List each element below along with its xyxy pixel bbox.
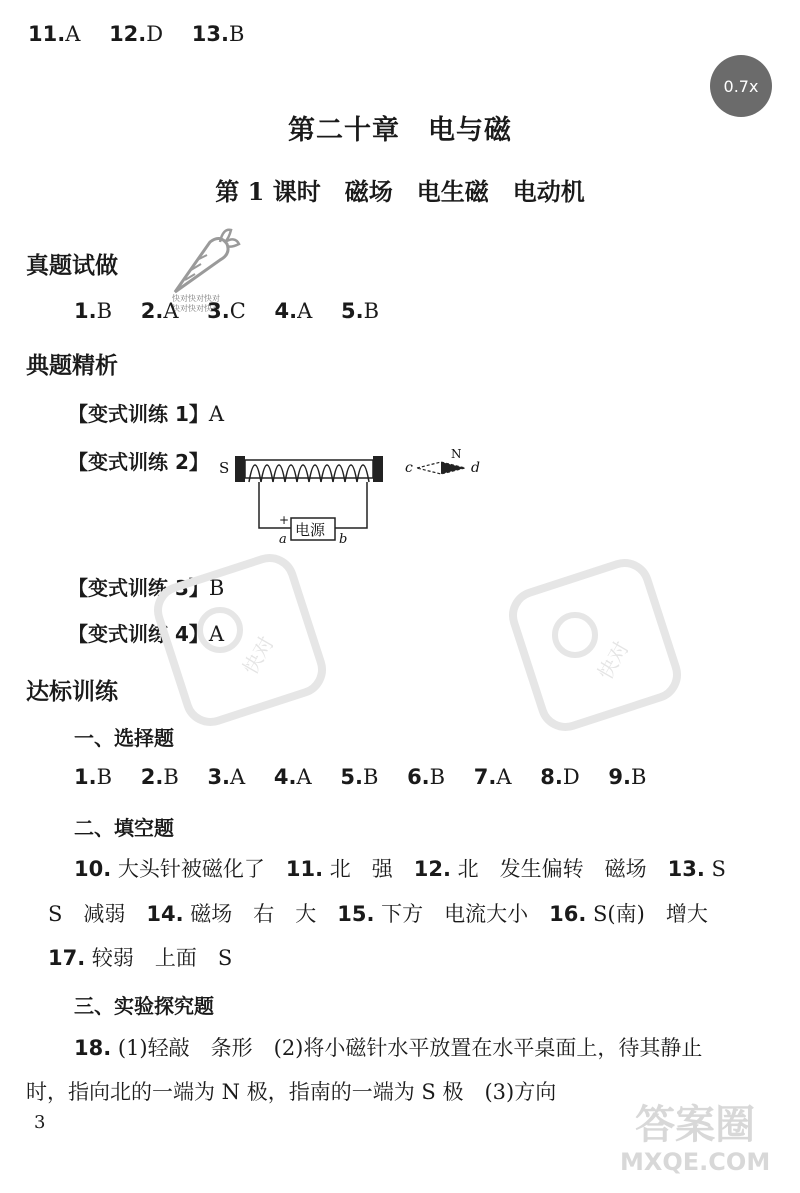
q-answer: 北 强 bbox=[323, 857, 414, 881]
variant-1 bbox=[68, 398, 224, 427]
answer-value: A bbox=[230, 765, 246, 789]
compass-label-d: d bbox=[471, 460, 480, 476]
q-number: 12. bbox=[413, 857, 451, 881]
choice-heading: 一、选择题 bbox=[74, 726, 174, 750]
answer-number: 9. bbox=[608, 765, 631, 789]
exp-line-1 bbox=[74, 1024, 702, 1072]
zhenti-answer-line bbox=[74, 299, 401, 323]
q-answer: S bbox=[704, 857, 726, 881]
compass-label-c: c bbox=[405, 460, 413, 476]
solenoid-diagram bbox=[215, 440, 505, 554]
answer-value: A bbox=[296, 765, 312, 789]
fill-heading: 二、填空题 bbox=[74, 816, 174, 840]
pole-label-s: S bbox=[219, 459, 230, 477]
q-answer: 较弱 上面 S bbox=[85, 946, 233, 970]
kuaidui-watermark-icon bbox=[150, 550, 330, 734]
answer-number: 5. bbox=[340, 299, 364, 323]
variant-label: 【变式训练 3】 bbox=[68, 576, 209, 600]
answer-number: 1. bbox=[74, 299, 97, 323]
section-heading-dianti: 典题精析 bbox=[26, 353, 118, 379]
answer-value: B bbox=[630, 765, 647, 789]
answer-value: A bbox=[163, 299, 179, 323]
watermark-text: 快对 bbox=[237, 632, 279, 679]
variant-answer: B bbox=[208, 576, 225, 600]
q-answer: 大头针被磁化了 bbox=[111, 857, 286, 881]
q-number: 15. bbox=[337, 902, 375, 926]
answer-number: 4. bbox=[274, 299, 298, 323]
watermark-logo-text: 答案圈 bbox=[635, 1102, 756, 1148]
answer-value: D bbox=[562, 765, 580, 789]
top-answer-line bbox=[28, 22, 266, 46]
answer-value: B bbox=[363, 299, 380, 323]
watermark-text: 快对 bbox=[592, 637, 634, 684]
answer-value: B bbox=[163, 765, 179, 789]
choice-answer-line bbox=[74, 765, 668, 789]
answer-number: 3. bbox=[207, 299, 230, 323]
fill-line-2 bbox=[48, 890, 708, 938]
terminal-b: b bbox=[339, 532, 348, 547]
answer-value: B bbox=[96, 765, 113, 789]
power-label: 电源 bbox=[295, 521, 326, 539]
q-answer: (1)轻敲 条形 (2)将小磁针水平放置在水平桌面上，待其静止 bbox=[111, 1036, 703, 1060]
answer-value: A bbox=[496, 765, 512, 789]
q-answer: S(南) 增大 bbox=[586, 902, 708, 926]
answer-number: 1. bbox=[74, 765, 97, 789]
answer-number: 4. bbox=[273, 765, 297, 789]
exp-line-2 bbox=[26, 1068, 556, 1116]
variant-label: 【变式训练 2】 bbox=[68, 450, 209, 474]
speed-label: 0.7x bbox=[723, 76, 759, 96]
stamp-text-line: 快对快对快对 bbox=[172, 304, 220, 313]
q-answer: 磁场 右 大 bbox=[183, 902, 338, 926]
answer-value: B bbox=[96, 299, 113, 323]
corner-watermark bbox=[620, 1102, 770, 1176]
section-heading-dabiao: 达标训练 bbox=[26, 679, 118, 705]
wire-right bbox=[335, 482, 367, 528]
watermark-url: MXQE.COM bbox=[620, 1148, 771, 1176]
answer-value: A bbox=[65, 22, 81, 46]
variant-answer: A bbox=[208, 402, 225, 426]
lesson-title: 第 1 课时 磁场 电生磁 电动机 bbox=[215, 177, 585, 206]
q-number: 17. bbox=[48, 946, 86, 970]
variant-label: 【变式训练 1】 bbox=[68, 402, 209, 426]
answer-number: 12. bbox=[109, 22, 147, 46]
answer-number: 11. bbox=[28, 22, 66, 46]
stamp-text-line: 快对快对快对 bbox=[172, 294, 220, 303]
kuaidui-watermark-icon bbox=[505, 555, 685, 739]
answer-value: B bbox=[229, 22, 245, 46]
fill-line-1 bbox=[74, 845, 726, 893]
answer-number: 8. bbox=[540, 765, 563, 789]
q-answer: 北 发生偏转 磁场 bbox=[450, 857, 668, 881]
q-number: 14. bbox=[146, 902, 184, 926]
answer-value: B bbox=[429, 765, 446, 789]
answer-number: 6. bbox=[407, 765, 430, 789]
answer-number: 7. bbox=[473, 765, 497, 789]
compass-needle-north bbox=[441, 462, 465, 474]
plus-sign: + bbox=[279, 513, 290, 527]
q-number: 10. bbox=[74, 857, 112, 881]
answer-value: A bbox=[297, 299, 313, 323]
answer-value: C bbox=[229, 299, 246, 323]
q-number: 16. bbox=[549, 902, 587, 926]
q-number: 13. bbox=[667, 857, 705, 881]
answer-number: 2. bbox=[140, 765, 164, 789]
solenoid-end-left bbox=[235, 456, 245, 482]
q-answer: S 减弱 bbox=[48, 902, 147, 926]
chapter-title: 第二十章 电与磁 bbox=[288, 115, 512, 146]
variant-answer: A bbox=[208, 622, 225, 646]
terminal-a: a bbox=[279, 532, 287, 547]
q-number: 11. bbox=[285, 857, 324, 881]
answer-number: 5. bbox=[340, 765, 363, 789]
answer-number: 13. bbox=[191, 22, 229, 46]
fill-line-3 bbox=[48, 934, 232, 982]
answer-value: B bbox=[362, 765, 379, 789]
solenoid-end-right bbox=[373, 456, 383, 482]
answer-value: D bbox=[146, 22, 164, 46]
compass-label-n: N bbox=[451, 447, 462, 461]
exp-heading: 三、实验探究题 bbox=[74, 994, 214, 1018]
section-heading-zhenti: 真题试做 bbox=[26, 253, 118, 279]
q-number: 18. bbox=[74, 1036, 112, 1060]
variant-2 bbox=[68, 446, 209, 475]
page-number: 3 bbox=[34, 1112, 46, 1133]
answer-number: 2. bbox=[140, 299, 164, 323]
variant-label: 【变式训练 4】 bbox=[68, 622, 209, 646]
q-answer: 下方 电流大小 bbox=[374, 902, 550, 926]
q-answer: 时，指向北的一端为 N 极，指南的一端为 S 极 (3)方向 bbox=[26, 1080, 557, 1104]
answer-number: 3. bbox=[207, 765, 231, 789]
